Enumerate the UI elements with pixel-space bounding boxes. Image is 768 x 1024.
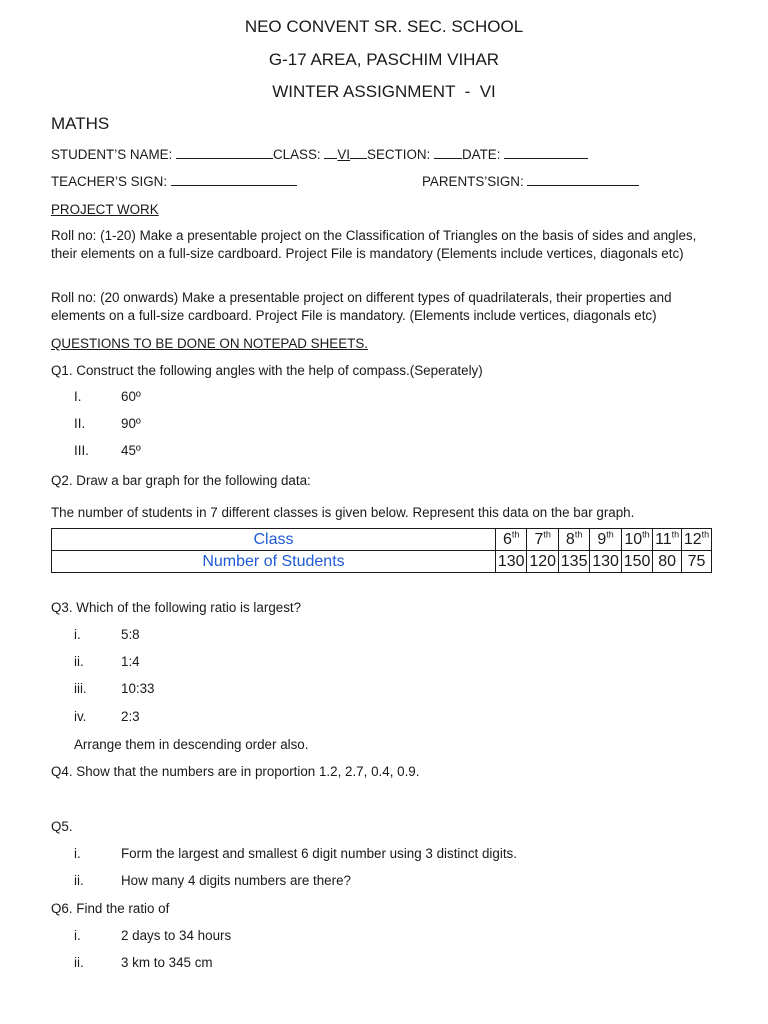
table-row (52, 529, 712, 551)
teacher-sign-field (51, 173, 297, 190)
q3-item-num: iv. (74, 709, 87, 724)
parents-sign-field (422, 173, 639, 190)
assignment-title: WINTER ASSIGNMENT - VI (272, 82, 496, 101)
q5-item-num: i. (74, 846, 81, 861)
table-cell-students: 130 (590, 551, 621, 573)
q1-text: Q1. Construct the following angles with the help of compass.(Seperately) (51, 363, 483, 378)
q4-text: Q4. Show that the numbers are in proportion 1.2, 2.7, 0.4, 0.9. (51, 764, 420, 779)
q5-item-value: How many 4 digits numbers are there? (121, 873, 351, 888)
table-cell-class: 12th (681, 529, 711, 551)
q5-text: Q5. (51, 819, 73, 834)
q6-text: Q6. Find the ratio of (51, 901, 170, 916)
table-row (52, 551, 712, 573)
q3-item-value: 5:8 (121, 627, 140, 642)
date-blank[interactable] (504, 147, 588, 159)
class-label: CLASS: (273, 147, 325, 162)
q1-item-num: III. (74, 443, 89, 458)
q6-item-num: i. (74, 928, 81, 943)
q5-item-num: ii. (74, 873, 84, 888)
student-name-label: STUDENT’S NAME: (51, 147, 176, 162)
q6-item-value: 3 km to 345 cm (121, 955, 213, 970)
subject-heading: MATHS (51, 114, 110, 133)
table-cell-students: 150 (621, 551, 652, 573)
project-paragraph-2: Roll no: (20 onwards) Make a presentable project on different types of quadrilaterals, their properties and elements on a full-size cardboard. Project File is mandatory. (Elements include vertices, diagonals etc) (51, 290, 672, 323)
q3-item-value: 10:33 (121, 681, 155, 696)
class-value: VI (337, 147, 351, 162)
q3-item-num: iii. (74, 681, 87, 696)
table-cell-class: 6th (496, 529, 527, 551)
q3-item-num: ii. (74, 654, 84, 669)
q1-item-value: 60º (121, 389, 141, 404)
q3-note: Arrange them in descending order also. (74, 737, 309, 752)
q2-text: Q2. Draw a bar graph for the following data: (51, 473, 311, 488)
table-cell-students: 135 (558, 551, 589, 573)
teacher-sign-label: TEACHER’S SIGN: (51, 174, 171, 189)
section-blank[interactable] (434, 147, 462, 159)
q3-item-value: 1:4 (121, 654, 140, 669)
q1-item-value: 45º (121, 443, 141, 458)
q2-intro: The number of students in 7 different classes is given below. Represent this data on the bar graph. (51, 505, 635, 520)
project-work-heading: PROJECT WORK (51, 202, 159, 217)
table-cell-students: 75 (681, 551, 711, 573)
q6-item-num: ii. (74, 955, 84, 970)
q3-item-num: i. (74, 627, 81, 642)
table-row-label-students: Number of Students (52, 551, 496, 573)
q1-item-value: 90º (121, 416, 141, 431)
table-cell-students: 130 (496, 551, 527, 573)
table-cell-students: 120 (527, 551, 558, 573)
q1-item-num: II. (74, 416, 86, 431)
q6-item-value: 2 days to 34 hours (121, 928, 232, 943)
date-label: DATE: (461, 147, 505, 162)
student-name-blank[interactable] (176, 147, 273, 159)
table-cell-class: 9th (590, 529, 621, 551)
class-blank-right (350, 147, 367, 159)
school-name: NEO CONVENT SR. SEC. SCHOOL (244, 17, 524, 36)
table-cell-class: 11th (653, 529, 682, 551)
student-info-row (51, 146, 588, 163)
project-paragraph-1: Roll no: (1-20) Make a presentable project on the Classification of Triangles on the basis of sides and angles, their elements on a full-size cardboard. Project File is mandatory (Elements include vertices, diagonals etc) (51, 228, 697, 261)
parents-sign-blank[interactable] (527, 174, 639, 186)
q3-item-value: 2:3 (121, 709, 140, 724)
school-address: G-17 AREA, PASCHIM VIHAR (268, 50, 500, 69)
students-per-class-table (51, 528, 712, 573)
section-label: SECTION: (367, 147, 434, 162)
q3-text: Q3. Which of the following ratio is largest? (51, 600, 302, 615)
parents-sign-label: PARENTS’SIGN: (422, 174, 528, 189)
table-cell-class: 10th (621, 529, 652, 551)
table-cell-students: 80 (653, 551, 682, 573)
class-blank-left (324, 147, 337, 159)
table-row-label-class: Class (52, 529, 496, 551)
q1-item-num: I. (74, 389, 82, 404)
table-cell-class: 8th (558, 529, 589, 551)
q5-item-value: Form the largest and smallest 6 digit number using 3 distinct digits. (121, 846, 517, 861)
teacher-sign-blank[interactable] (171, 174, 297, 186)
questions-heading: QUESTIONS TO BE DONE ON NOTEPAD SHEETS. (51, 336, 368, 351)
table-cell-class: 7th (527, 529, 558, 551)
